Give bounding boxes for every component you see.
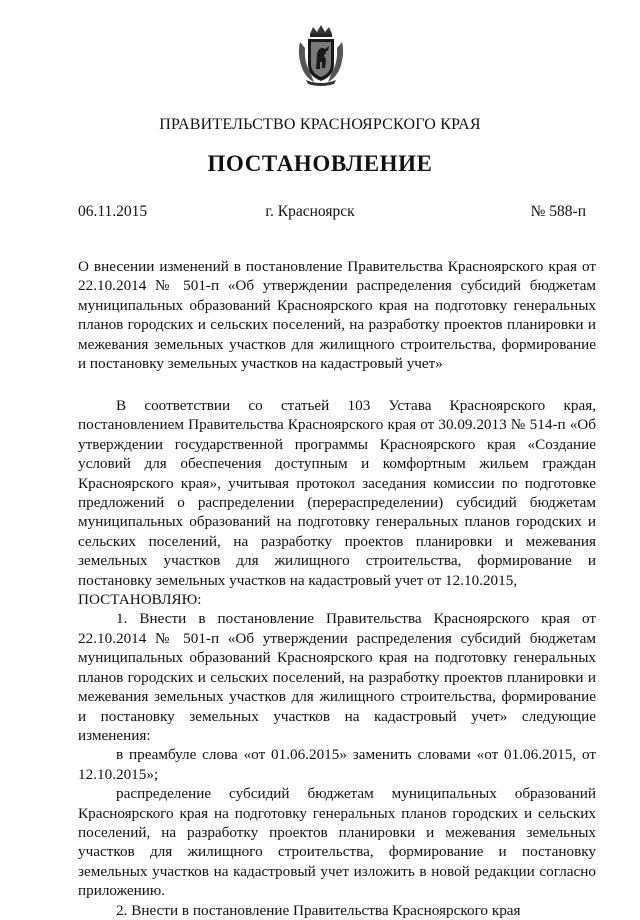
organization-name: ПРАВИТЕЛЬСТВО КРАСНОЯРСКОГО КРАЯ (159, 116, 481, 133)
item-2-paragraph: 2. Внести в постановление Правительства Красноярского края (116, 901, 521, 919)
subject-text: О внесении изменений в постановление Правительства Красноярского края от 22.10.2014 № 501-п «Об утверждении распределения субсидий бюджетам муниципальных образований Красноярского края на подготовку генеральных планов городских и сельских поселений, на разработку проектов планировки и межевания земельных участков для жилищного строительства, формирование и постановку земельных участков на кадастровый учет» (78, 258, 596, 373)
document-type-title: ПОСТАНОВЛЕНИЕ (207, 151, 433, 176)
document-date: 06.11.2015 (78, 203, 148, 220)
coat-of-arms-emblem (296, 24, 346, 86)
document-number: № 588-п (530, 203, 586, 220)
item-1-distribution-change: распределение субсидий бюджетам муниципальных образований Красноярского края на подготовку генеральных планов городских и сельских поселений, на разработку проектов планировки и межевания земельных участков для жилищного строительства, формирование и постановку земельных участков на кадастровый учет изложить в новой редакции согласно приложению. (78, 785, 596, 900)
preamble-paragraph: В соответствии со статьей 103 Устава Красноярского края, постановлением Правительства Красноярского края от 30.09.2013 № 514-п «Об утверждении государственной программы Красноярского края «Создание условий для обеспечения доступным и комфортным жильем граждан Красноярского края», учитывая протокол заседания комиссии по подготовке предложений о распределении (перераспределении) субсидий бюджетам муниципальных образований на подготовку генеральных планов городских и сельских поселений, на разработку проектов планировки и межевания земельных участков для жилищного строительства, формирование и постановку земельных участков на кадастровый учет от 12.10.2015, (78, 397, 596, 589)
document-body (78, 396, 596, 920)
item-1-preamble-change: в преамбуле слова «от 01.06.2015» заменить словами «от 01.06.2015, от 12.10.2015»; (78, 746, 596, 783)
item-1-paragraph: 1. Внести в постановление Правительства Красноярского края от 22.10.2014 № 501-п «Об утверждении распределения субсидий бюджетам муниципальных образований Красноярского края на подготовку генеральных планов городских и сельских поселений, на разработку проектов планировки и межевания земельных участков для жилищного строительства, формирование и постановку земельных участков на кадастровый учет» следующие изменения: (78, 610, 596, 744)
document-subject (78, 257, 596, 373)
resolve-line: ПОСТАНОВЛЯЮ: (78, 591, 202, 609)
document-city: г. Красноярск (265, 203, 355, 220)
